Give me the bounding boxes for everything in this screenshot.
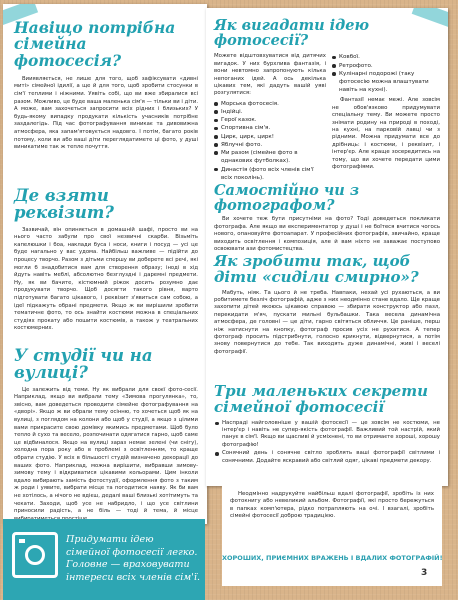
section-ideas-title: Як вигадати ідею фотосесії? (214, 17, 370, 50)
section-studio-title: У студії чи на вулиці? (14, 346, 153, 383)
section-kids-body (214, 290, 440, 357)
section-props (14, 187, 198, 333)
list-item: Герої казок. (214, 116, 326, 124)
paragraph: Мабуть, ніяк. Та цього й не треба. Навпаки, нехай усі рухаються, а ви робитимете безліч фотографій, адже з них неодмінно стане вдало. Ще краще захопити дітей якоюсь цікавою справою — збирати конструктор або пазл, перекидати м'яч, пускати мильні бульбашки. Така весела динамічна атмосфера, де головні — це діти, гарно світяться обличчя. Це раніше, перш ніж натиснути на кнопку, фотограф просив усіх не рухатися. А тепер фотограф просить підстрибнути, голосно крикнути, відвернутися, а потім знову повернутися до тебе. Так виходять дуже динамічні, живі і веселі фотографії. (214, 289, 440, 355)
section-ideas-body (214, 53, 440, 203)
right-column-card (206, 8, 448, 486)
list-item: Спортивна сім'я. (214, 124, 326, 132)
list-item: Морська фотосесія. (214, 100, 326, 108)
paragraph: Ви хочете теж бути присутніми на фото? Тоді доведеться покликати фотографа. Але якщо ви експериментатор у душі і не боїтеся вчитися чогось нового, опановуйте фотоапарат. У професійних фотографів, звичайно, краще виходить освітлення і композиція, але й вам ніхто не заважає поступово освоювати ази фотомистецтва. (214, 216, 440, 253)
section-why (14, 20, 198, 152)
section-secrets-title: Три маленьких секрети сімейної фотосесії (214, 382, 428, 416)
camera-icon (12, 532, 58, 578)
promo-box (222, 486, 442, 586)
section-studio (14, 347, 198, 523)
paragraph: Зазвичай, він опиняється в домашній шафі, просто ви на нього часто забули про свої незвичні скарби. Візьміть капелюшки і боа, наклади буса і носи, книги і посуд — усі це буде нагально у вас удома. Найбільш важливе — підійти до процесу творчо. Разом з дітьми спершу ви доберете всі речі, які могли б знадобитися вам для створення образу; іноді в хід йдуть навіть меблі, абсолютно безглуздні і даремні предмети. Ну, як ви бачите, кістюмний ріжок досить розумно дає продукувати творчо. Щоб досягти такого рівня, варто підготувати багато цікавого, і реквізит з'явиться сам собою, а ідеї підкажуть обрані предмети. Якщо ж ви вирішили зробити тематичне фото, то ось знайти костюми можна в спеціальних студіях прокату або пошити костюмів, а також у театральних костюмерних. (14, 226, 198, 332)
list-item: Цирк, цирк, цирк! (214, 133, 326, 141)
ideas-left-column (214, 53, 326, 181)
section-why-title: Навіщо потрібна сімейна фотосесія? (14, 18, 176, 70)
ideas-intro: Можете відштовхуватися від дитячих вигадок. У них бурхлива фантазія, і вони невтомно запропонують кілька непоганих ідей. А ось декілька цікавих тем, які дадуть вашій уяві розгулятися: (214, 53, 326, 97)
left-column-card (3, 4, 207, 524)
section-studio-body (14, 387, 198, 524)
page-number: 3 (421, 568, 428, 578)
list-item: Індійці. (214, 108, 326, 116)
section-diy (214, 183, 440, 253)
section-diy-title: Самостійно чи з фотографом? (214, 182, 360, 215)
list-item: Яблучні фото. (214, 141, 326, 149)
camera-flash-shape (19, 539, 25, 543)
section-props-body (14, 227, 198, 333)
list-item: Ми разом (сімейне фото в однакових футболках). (214, 149, 326, 165)
section-ideas (214, 18, 440, 203)
ideas-right-column (332, 53, 440, 171)
ideas-list-b (332, 53, 440, 94)
ideas-list-a (214, 100, 326, 182)
paragraph: Це залежить від теми. Ну як вибрали для своєї фото-сесії. Наприклад, якщо ви вибрали тему «Зимова прогулянка», то, звісно, вам доведеться проводити сімейне фотографування на «дворі». Якщо ж ви обрали тему осінню, то хочеться щоб як на вулиці, з поглядом на колони або щоб у студії, а якщо з цілими вами прикрасите свою домівку якимись предметами. Щоб було тепло й сухо та весело, розпочинати одягатися гарно, щоб саме це відбиналося. Якщо на вулиці зараз немає зелені (чи снігу), холодна пора року або в проблемі з освітленням, то краще обрати студію. У всіх в більшості студій визначено декорації до ваших фото. Наприклад, можна вирішити, вибравши зимову-зимову тему і відкриватися цікавими кольорами. Цим інколи вдало вибирають замість фотостудії, оформлення фото з таким ж роди і уявите, вибрати місце та погодитися наяву. Як би вам не хотілось, а нічого не вдієш, дедалі ваші близькі хотітимуть та чекати. Заходи, щоб усе не набридло, і що усе світлини приносили радість, а не біль — тоді й тема, й місце (14, 386, 198, 515)
section-secrets (214, 384, 440, 466)
section-secrets-body (214, 420, 440, 465)
list-item: Ковбої. (332, 53, 440, 61)
camera-lens-shape (25, 545, 45, 565)
list-item: Наспраді найголовніше у вашій фотосесії — це зовсім не костюми, не інтер'єр і навіть не супер-якість фотографії. Важливий той настрій, який панує в сім'ї. Якщо ви щасливі й усміхнені, то ви отримаєте хороші, хорошу фотографію! (214, 420, 440, 450)
section-kids-title: Як зробити так, щоб діти «сиділи смирно»? (214, 252, 419, 286)
section-kids (214, 254, 440, 356)
section-props-title: Де взяти реквізит? (14, 186, 114, 223)
ideas-side-text: Фантазії немає межі. Але зовсім не обов'язково придумувати спеціальну тему. Ви можете просто знімати родину на природі в поході, на кухні, на парковій лавці чи з рідними. Можна придумати все до дрібниць: і костюми, і реквізит, і інтер'єр. Але краще зосередитись на тому, що ви хочете передати цими фотографіями. (332, 97, 440, 171)
promo-text: Неодмінно надрукуйте найбільш вдалі фотографії, зробіть із них фотокнигу або невеликий альбом. Фотографії, які просто бережуться в папках комп'ютера, рідко потрапляють на очі. І взагалі, зробіть сімейні фотосесії доброю традицією. (230, 491, 434, 520)
paragraph: Вииявляється, не лише для того, щоб зафіксувати «дивні миті» сімейної ідилії, а ще й для того, щоб зробити стосунки в сім'ї теплими і ніжними. Уявіть собі, що ви вже збиралися всі разом. Можливо, це буде ваша маленька сім'я — тільки ви і діти. А може, вам захочеться запросити всіх рідних і близьких? У будь-якому випадку продукати кількість учасників потрібне заздалегідь. Під час фотографування виникає та дивовижна атмосфера, яка запам'ятовується надовго. І потім, багато років потому, коли ви або ваші діти переглядатимете ці фото, у душі виникатиме так ж тепле почуття. (14, 75, 198, 151)
list-item: Кулінарні подорожі (таку фотосесію можна влаштувати навіть на кухні). (332, 70, 440, 95)
list-item: Династія (фото всіх членів сім'ї всіх поколінь). (214, 166, 326, 182)
list-item: Сонячний день і сонячне світло зроблять ваші фотографії світлими і сонячними. Додайте яскравий або світлий одяг, цікаві предмети декору. (214, 450, 440, 465)
list-item: Ретрофото. (332, 62, 440, 70)
tip-banner-text: Придумати ідею сімейної фотосесії легко. Головне — враховувати інтереси всіх членів сім'ї. (66, 534, 200, 583)
section-diy-body (214, 216, 440, 253)
section-why-body (14, 76, 198, 152)
promo-tagline: ХОРОШИХ, ПРИЄМНИХ ВРАЖЕНЬ І ВДАЛИХ ФОТОГРАФІЙ! (222, 554, 443, 562)
